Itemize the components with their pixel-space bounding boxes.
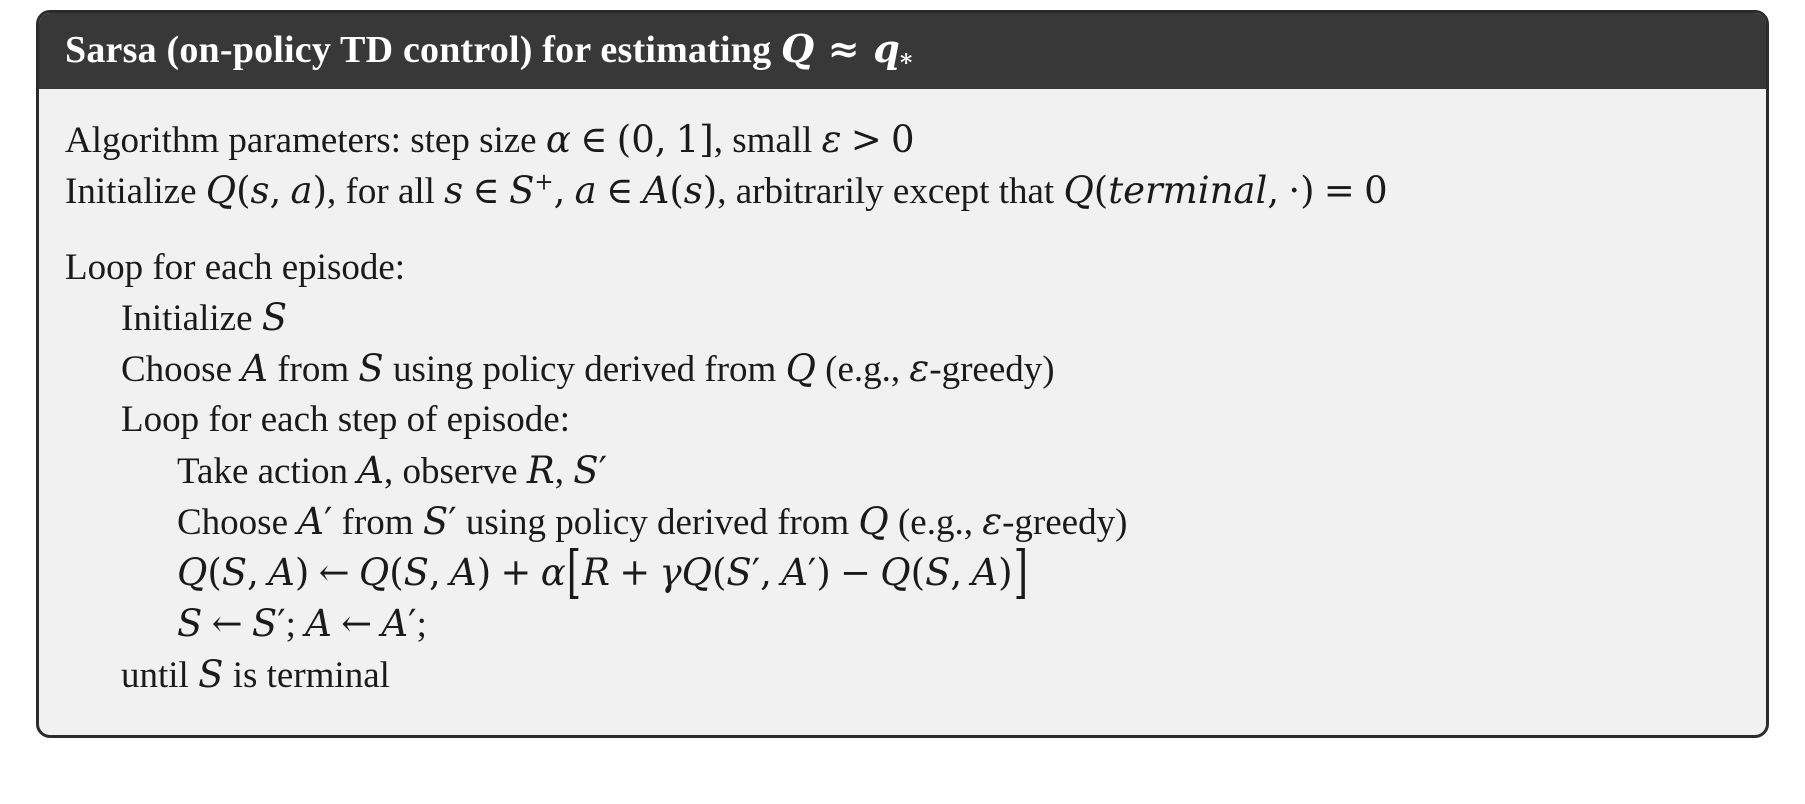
line-initialize-s: Initialize S: [121, 296, 288, 340]
line-choose-a: Choose A from S using policy derived from Q (e.g., ε-greedy): [121, 347, 1055, 391]
line-q-update: Q(S, A) ← Q(S, A) + α[R + γQ(S′, A′) − Q(S, A)]: [177, 538, 1029, 606]
algorithm-box: [36, 10, 1769, 738]
line-params: Algorithm parameters: step size α ∈ (0, 1], small ε > 0: [65, 118, 915, 161]
symbol-Q: Q: [781, 26, 815, 71]
line-loop-episode: Loop for each episode:: [65, 247, 406, 289]
symbol-star-subscript: *: [900, 48, 913, 77]
line-initialize-q: Initialize Q(s, a), for all s ∈ S+, a ∈ A(s), arbitrarily except that Q(terminal, ·) = 0: [65, 169, 1388, 213]
algorithm-body: [39, 89, 1766, 735]
line-loop-step: Loop for each step of episode:: [121, 399, 570, 441]
line-choose-a-prime: Choose A′ from S′ using policy derived from Q (e.g., ε-greedy): [177, 499, 1128, 543]
line-take-action: Take action A, observe R, S′: [177, 448, 607, 492]
symbol-q: q: [873, 26, 900, 71]
line-until-terminal: until S is terminal: [121, 652, 390, 696]
approx-sign: ≈: [814, 26, 874, 71]
line-assign-s-a: S ← S′; A ← A′;: [177, 601, 427, 645]
algorithm-title: [39, 13, 1766, 89]
algorithm-title-text: Sarsa (on-policy TD control) for estimating: [65, 29, 781, 71]
